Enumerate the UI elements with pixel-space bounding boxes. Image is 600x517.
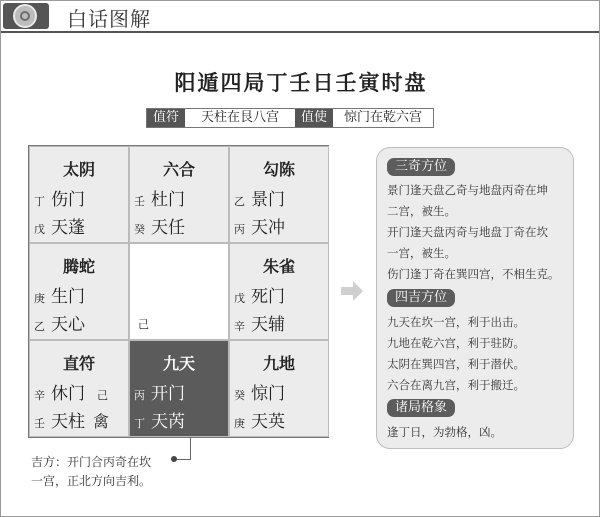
zhifu-value: 天柱在艮八宫 <box>185 109 295 127</box>
analysis-panel <box>376 147 574 449</box>
center-stem: 己 <box>138 318 149 331</box>
star: 天冲 <box>251 218 285 238</box>
palace-center <box>129 243 229 340</box>
stem: 丙 <box>234 223 245 236</box>
stem: 庚 <box>34 292 45 305</box>
text-line: 一宫，被生。 <box>387 246 456 260</box>
star: 天心 <box>51 315 85 335</box>
footnote-line: 一宫，正北方向吉利。 <box>31 474 152 488</box>
palace-w <box>29 243 129 340</box>
star: 天任 <box>151 218 185 238</box>
palace-s <box>129 340 229 437</box>
star: 天芮 <box>151 412 185 432</box>
palace-nw <box>29 146 129 243</box>
stem: 辛 <box>234 320 245 333</box>
text-line: 六合在离九宫，利于搬迁。 <box>387 378 525 392</box>
door: 生门 <box>51 287 85 307</box>
sanqi-tag: 三奇方位 <box>387 158 455 176</box>
deity: 腾蛇 <box>62 257 95 276</box>
star: 天辅 <box>251 315 285 335</box>
info-row <box>146 108 434 128</box>
door: 惊门 <box>251 384 285 404</box>
zhishi-value: 惊门在乾六宫 <box>333 109 433 127</box>
geju-text: 逢丁日，为勃格，凶。 <box>387 425 502 439</box>
chart-title: 阳遁四局丁壬日壬寅时盘 <box>174 71 428 95</box>
header-bar <box>1 1 599 33</box>
extra-star: 禽 <box>93 412 110 431</box>
stem: 壬 <box>134 195 145 208</box>
palace-ne <box>229 146 329 243</box>
palace-se <box>229 340 329 437</box>
text-line: 太阴在巽四宫，利于潜伏。 <box>387 357 525 371</box>
deity: 直符 <box>62 354 95 373</box>
sanqi-text <box>387 180 569 285</box>
zhifu-label: 值符 <box>147 109 185 127</box>
door: 景门 <box>251 190 285 210</box>
star: 天柱 <box>51 412 85 432</box>
door: 开门 <box>151 384 185 404</box>
stem: 辛 <box>34 389 45 402</box>
palace-n <box>129 146 229 243</box>
text-line: 开门逢天盘丙奇与地盘丁奇在坎 <box>387 225 548 239</box>
siji-text <box>387 312 569 396</box>
stem: 戊 <box>234 292 245 305</box>
deity: 九地 <box>262 354 295 373</box>
deity: 勾陈 <box>262 160 295 179</box>
deity: 朱雀 <box>262 257 295 276</box>
stem: 乙 <box>34 320 45 333</box>
stem: 癸 <box>234 389 245 402</box>
text-line: 九地在乾六宫，利于驻防。 <box>387 336 525 350</box>
stem: 丁 <box>34 195 45 208</box>
palace-e <box>229 243 329 340</box>
text-line: 九天在坎一宫，利于出击。 <box>387 315 525 329</box>
stem: 戊 <box>34 223 45 236</box>
stem: 壬 <box>34 417 45 430</box>
extra-stem: 己 <box>97 389 108 402</box>
footnote <box>31 453 231 491</box>
deity: 六合 <box>162 160 195 179</box>
arrow-right-icon <box>341 281 363 301</box>
seal-icon <box>13 4 37 28</box>
geju-tag: 诸局格象 <box>387 399 455 417</box>
palace-grid <box>28 145 329 438</box>
deity: 九天 <box>162 354 195 373</box>
stem: 癸 <box>134 223 145 236</box>
stem: 乙 <box>234 195 245 208</box>
siji-tag: 四吉方位 <box>387 289 455 307</box>
stem: 丁 <box>134 417 145 430</box>
door: 伤门 <box>51 190 85 210</box>
door: 杜门 <box>151 190 185 210</box>
stem: 丙 <box>134 389 145 402</box>
text-line: 伤门逢丁奇在巽四宫，不相生克。 <box>387 267 560 281</box>
stem: 庚 <box>234 417 245 430</box>
palace-sw <box>29 340 129 437</box>
header-title: 白话图解 <box>67 7 151 31</box>
footnote-line: 吉方：开门合丙奇在坎 <box>31 455 152 469</box>
door: 死门 <box>251 287 285 307</box>
door: 休门 <box>51 384 85 404</box>
text-line: 景门逢天盘乙奇与地盘丙奇在坤 <box>387 183 548 197</box>
zhishi-label: 值使 <box>295 109 333 127</box>
deity: 太阴 <box>62 160 95 179</box>
text-line: 二宫，被生。 <box>387 204 456 218</box>
star: 天蓬 <box>51 218 85 238</box>
header-badge <box>3 3 49 29</box>
star: 天英 <box>251 412 285 432</box>
